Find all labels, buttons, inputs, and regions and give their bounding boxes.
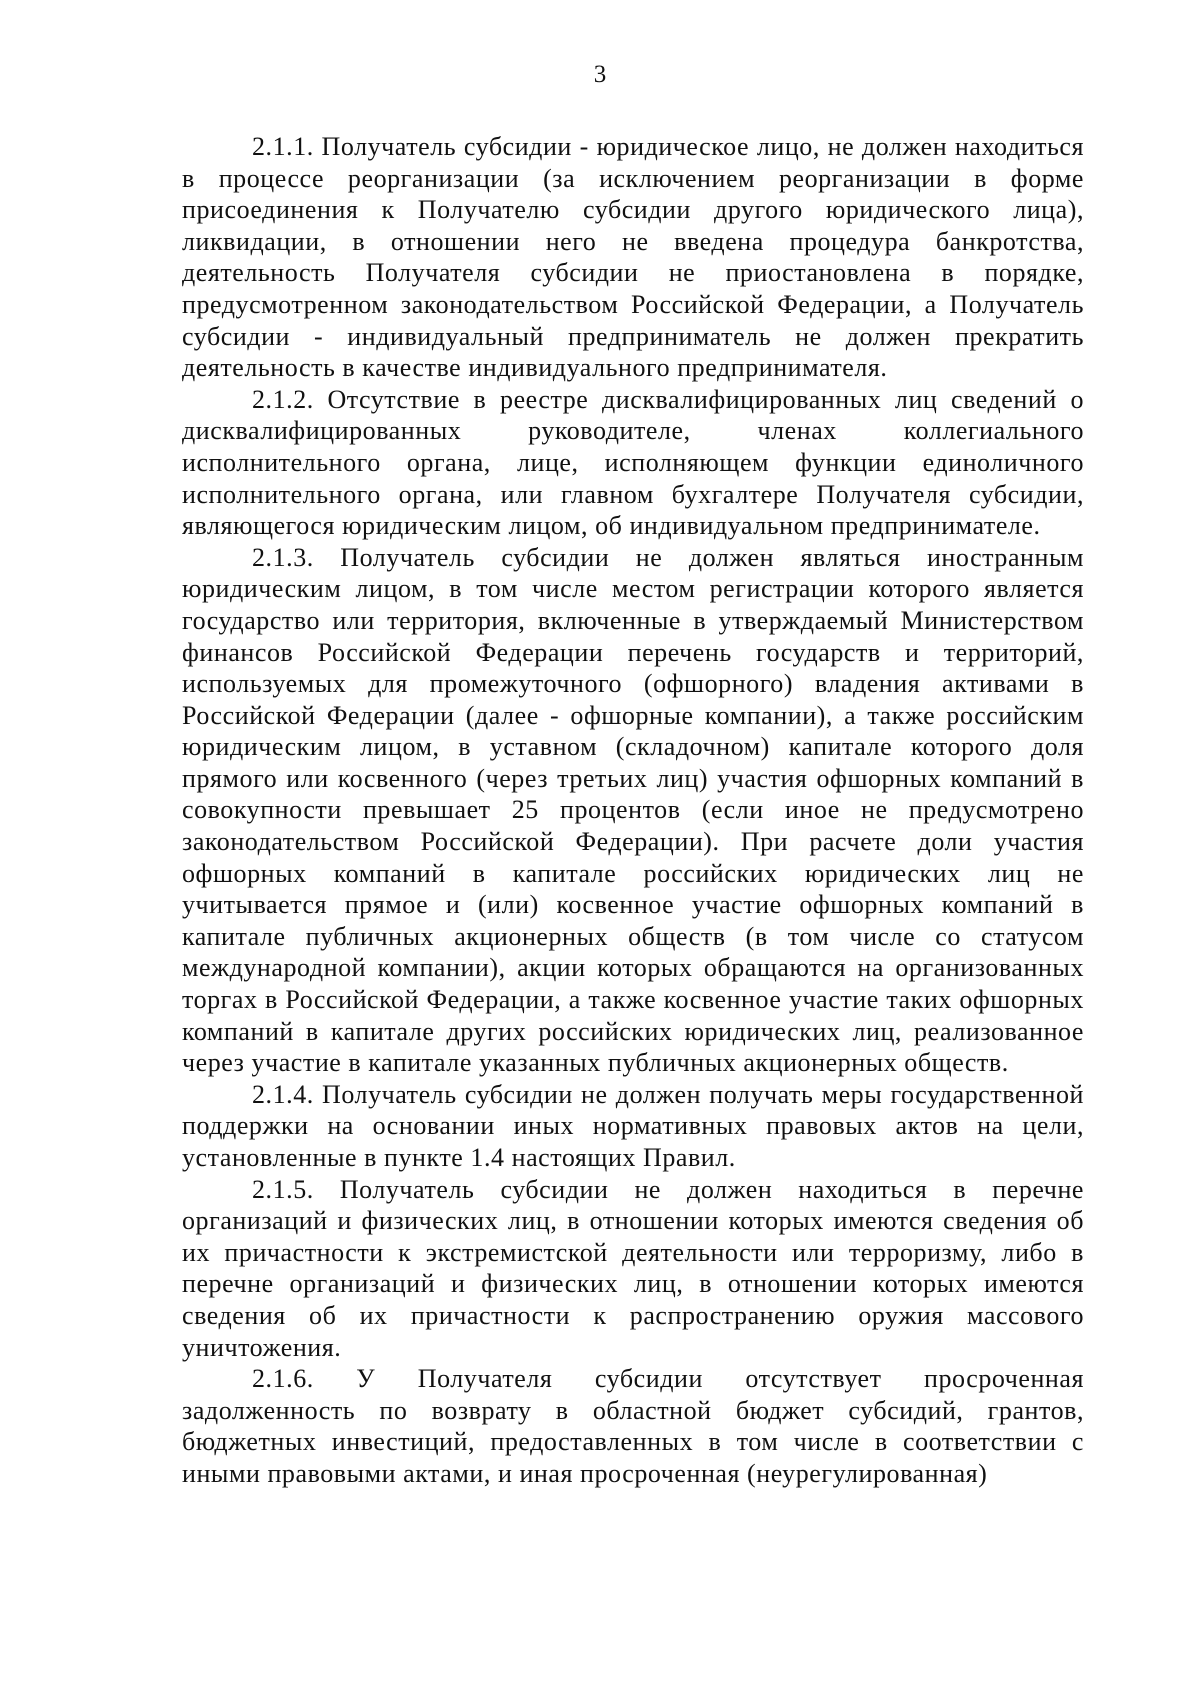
paragraph-2-1-4: 2.1.4. Получатель субсидии не должен получать меры государственной поддержки на основании иных нормативных правовых актов на цели, установленные в пункте 1.4 настоящих Правил. bbox=[182, 1079, 1084, 1172]
document-body bbox=[182, 131, 1084, 1490]
paragraph-2-1-1: 2.1.1. Получатель субсидии - юридическое лицо, не должен находиться в процессе реорганизации (за исключением реорганизации в форме присоединения к Получателю субсидии другого юридического лица), ликвидации, в отношении него не введена процедура банкротства, деятельность Получателя субсидии не приостановлена в порядке, предусмотренном законодательством Российской Федерации, а Получатель субсидии - индивидуальный предприниматель не должен прекратить деятельность в качестве индивидуального предпринимателя. bbox=[182, 132, 1084, 383]
page-number: 3 bbox=[593, 61, 607, 88]
paragraph-2-1-3: 2.1.3. Получатель субсидии не должен являться иностранным юридическим лицом, в том числе местом регистрации которого является государство или территория, включенные в утверждаемый Министерством финансов Российской Федерации перечень государств и территорий, используемых для промежуточного (офшорного) владения активами в Российской Федерации (далее - офшорные компании), а также российским юридическим лицом, в уставном (складочном) капитале которого доля прямого или косвенного (через третьих лиц) участия офшорных компаний в совокупности превышает 25 процентов (если иное не предусмотрено законодательством Российской Федерации). При расчете доли участия офшорных компаний в капитале российских юридических лиц не учитывается прямое и (или) косвенное участие офшорных компаний в капитале публичных акционерных обществ (в том числе со статусом международной компании), акции которых обращаются на организованных торгах в Российской Федерации, а также косвенное участие таких офшорных компаний в капитале других российских юридических лиц, реализованное через участие в капитале указанных публичных акционерных обществ. bbox=[182, 542, 1084, 1078]
paragraph-2-1-5: 2.1.5. Получатель субсидии не должен находиться в перечне организаций и физических лиц, в отношении которых имеются сведения об их причастности к экстремистской деятельности или терроризму, либо в перечне организаций и физических лиц, в отношении которых имеются сведения об их причастности к распространению оружия массового уничтожения. bbox=[182, 1174, 1084, 1362]
paragraph-2-1-6: 2.1.6. У Получателя субсидии отсутствует просроченная задолженность по возврату в областной бюджет субсидий, грантов, бюджетных инвестиций, предоставленных в том числе в соответствии с иными правовыми актами, и иная просроченная (неурегулированная) bbox=[182, 1364, 1084, 1488]
paragraph-2-1-2: 2.1.2. Отсутствие в реестре дисквалифицированных лиц сведений о дисквалифицированных руководителе, членах коллегиального исполнительного органа, лице, исполняющем функции единоличного исполнительного органа, или главном бухгалтере Получателя субсидии, являющегося юридическим лицом, об индивидуальном предпринимателе. bbox=[182, 384, 1084, 541]
